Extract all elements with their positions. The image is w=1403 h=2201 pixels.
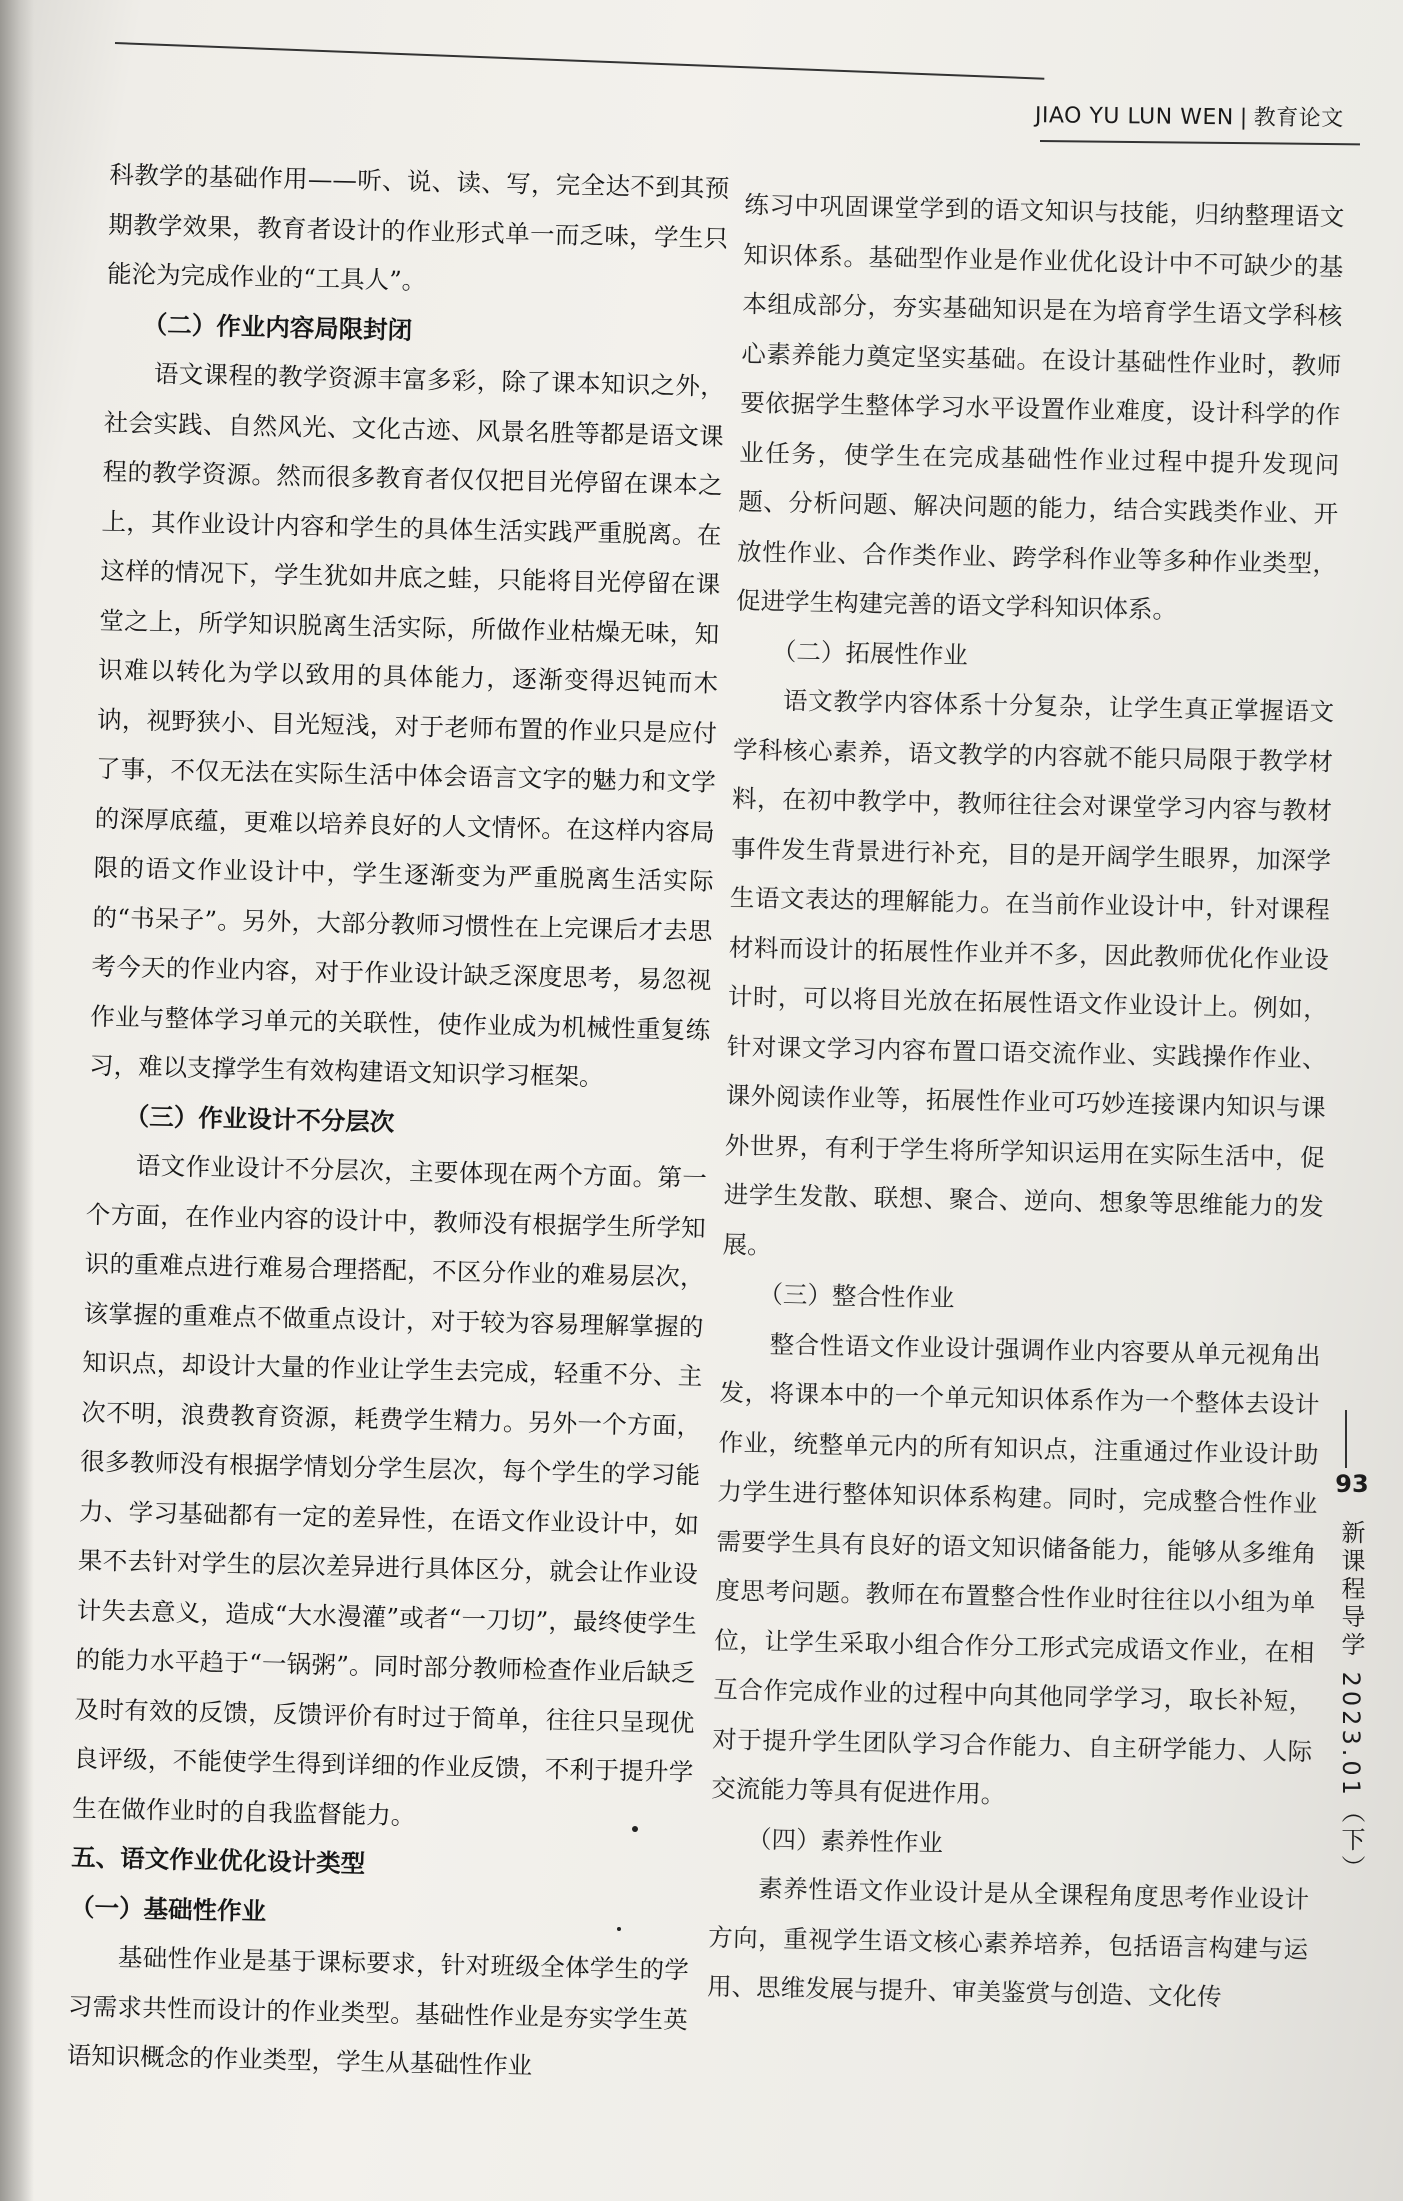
paragraph: 科教学的基础作用——听、说、读、写，完全达不到其预期教学效果，教育者设计的作业形式单一而乏味，学生只能沦为完成作业的“工具人”。 [106, 159, 730, 296]
page-number: 93 [1335, 1470, 1369, 1498]
paragraph: 语文作业设计不分层次，主要体现在两个方面。第一个方面，在作业内容的设计中，教师没有根据学生所学知识的重难点进行难易合理搭配，不区分作业的难易层次，该掌握的重难点不做重点设计，对于较为容易理解掌握的知识点，却设计大量的作业让学生去完成，轻重不分、主次不明，浪费教育资源，耗费学生精力。另外一个方面，很多教师没有根据学情划分学生层次，每个学生的学习能力、学习基础都有一定的差异性，在语文作业设计中，如果不去针对学生的层次差异进行具体区分，就会让作业设计失去意义，造成“大水漫灌”或者“一刀切”，最终使学生的能力水平趋于“一锅粥”。同时部分教师检查作业后缺乏及时有效的反馈，反馈评价有时过于简单，往往只呈现优良评级，不能使学生得到详细的作业反馈，不利于提升学生在做作业时的自我监督能力。 [72, 1150, 708, 1830]
ink-speck [617, 1927, 621, 1931]
right-column [707, 180, 1345, 2024]
section-heading: （二）作业内容局限封闭 [142, 309, 413, 345]
ink-speck [632, 1826, 638, 1832]
paragraph: 素养性语文作业设计是从全课程角度思考作业设计方向，重视学生语文核心素养培养，包括语言构建与运用、思维发展与提升、审美鉴赏与创造、文化传 [706, 1873, 1310, 2012]
header-rule-right [1040, 140, 1360, 145]
journal-name-cn: 教育论文 [1253, 105, 1344, 132]
journal-header [1035, 98, 1375, 133]
left-column [66, 150, 730, 2094]
header-rule [115, 42, 1044, 80]
section-heading: （三）整合性作业 [758, 1279, 955, 1313]
paragraph: 语文课程的教学资源丰富多彩，除了课本知识之外，社会实践、自然风光、文化古迹、风景名胜等都是语文课程的教学资源。然而很多教育者仅仅把目光停留在课本之上，其作业设计内容和学生的具体生活实践严重脱离。在这样的情况下，学生犹如井底之蛙，只能将目光停留在课堂之上，所学知识脱离生活实际，所做作业枯燥无味，知识难以转化为学以致用的具体能力，逐渐变得迟钝而木讷，视野狭小、目光短浅，对于老师布置的作业只是应付了事，不仅无法在实际生活中体会语言文字的魅力和文学的深厚底蕴，更难以培养良好的人文情怀。在这样内容局限的语文作业设计中，学生逐渐变为严重脱离生活实际的“书呆子”。另外，大部分教师习惯性在上完课后才去思考今天的作业内容，对于作业设计缺乏深度思考，易忽视作业与整体学习单元的关联性，使作业成为机械性重复练习，难以支撑学生有效构建语文知识学习框架。 [88, 359, 726, 1092]
paragraph: 语文教学内容体系十分复杂，让学生真正掌握语文学科核心素养，语文教学的内容就不能只局限于教学材料，在初中教学中，教师往往会对课堂学习内容与教材事件发生背景进行补充，目的是开阔学生眼界，加深学生语文表达的理解能力。在当前作业设计中，针对课程材料而设计的拓展性作业并不多，因此教师优化作业设计时，可以将目光放在拓展性语文作业设计上。例如，针对课文学习内容布置口语交流作业、实践操作作业、课外阅读作业等，拓展性作业可巧妙连接课内知识与课外世界，有利于学生将所学知识运用在实际生活中，促进学生发散、联想、聚合、逆向、想象等思维能力的发展。 [722, 685, 1335, 1260]
section-heading: （三）作业设计不分层次 [124, 1101, 395, 1137]
paragraph: 练习中巩固课堂学到的语文知识与技能，归纳整理语文知识体系。基础型作业是作业优化设计中不可缺少的基本组成部分，夯实基础知识是在为培育学生语文学科核心素养能力奠定坚实基础。在设计基础性作业时，教师要依据学生整体学习水平设置作业难度，设计科学的作业任务，使学生在完成基础性作业过程中提升发现问题、分析问题、解决问题的能力，结合实践类作业、开放性作业、合作类作业、跨学科作业等多种作业类型，促进学生构建完善的语文学科知识体系。 [735, 189, 1345, 625]
sidebar-rule [1345, 1410, 1347, 1468]
section-heading: （二）拓展性作业 [771, 636, 969, 670]
section-heading: （一）基础性作业 [69, 1892, 267, 1926]
paragraph: 整合性语文作业设计强调作业内容要从单元视角出发，将课本中的一个单元知识体系作为一个整体去设计作业，统整单元内的所有知识点，注重通过作业设计助力学生进行整体知识体系构建。同时，完成整合性作业需要学生具有良好的语文知识储备能力，能够从多维角度思考问题。教师在布置整合性作业时往往以小组为单位，让学生采取小组合作分工形式完成语文作业，在相互合作完成作业的过程中向其他同学学习，取长补短，对于提升学生团队学习合作能力、自主研学能力、人际交流能力等具有促进作用。 [711, 1329, 1321, 1809]
page-gutter-shadow [0, 0, 34, 2201]
paragraph: 基础性作业是基于课标要求，针对班级全体学生的学习需求共性而设计的作业类型。基础性作业是夯实学生英语知识概念的作业类型，学生从基础性作业 [66, 1942, 690, 2081]
chapter-heading: 五、语文作业优化设计类型 [70, 1842, 366, 1879]
header-separator: | [1239, 105, 1248, 131]
journal-issue-label: 新课程导学 2023.01（下） [1337, 1520, 1365, 1883]
section-heading: （四）素养性作业 [746, 1823, 944, 1858]
journal-name-en: JIAO YU LUN WEN [1034, 103, 1234, 131]
